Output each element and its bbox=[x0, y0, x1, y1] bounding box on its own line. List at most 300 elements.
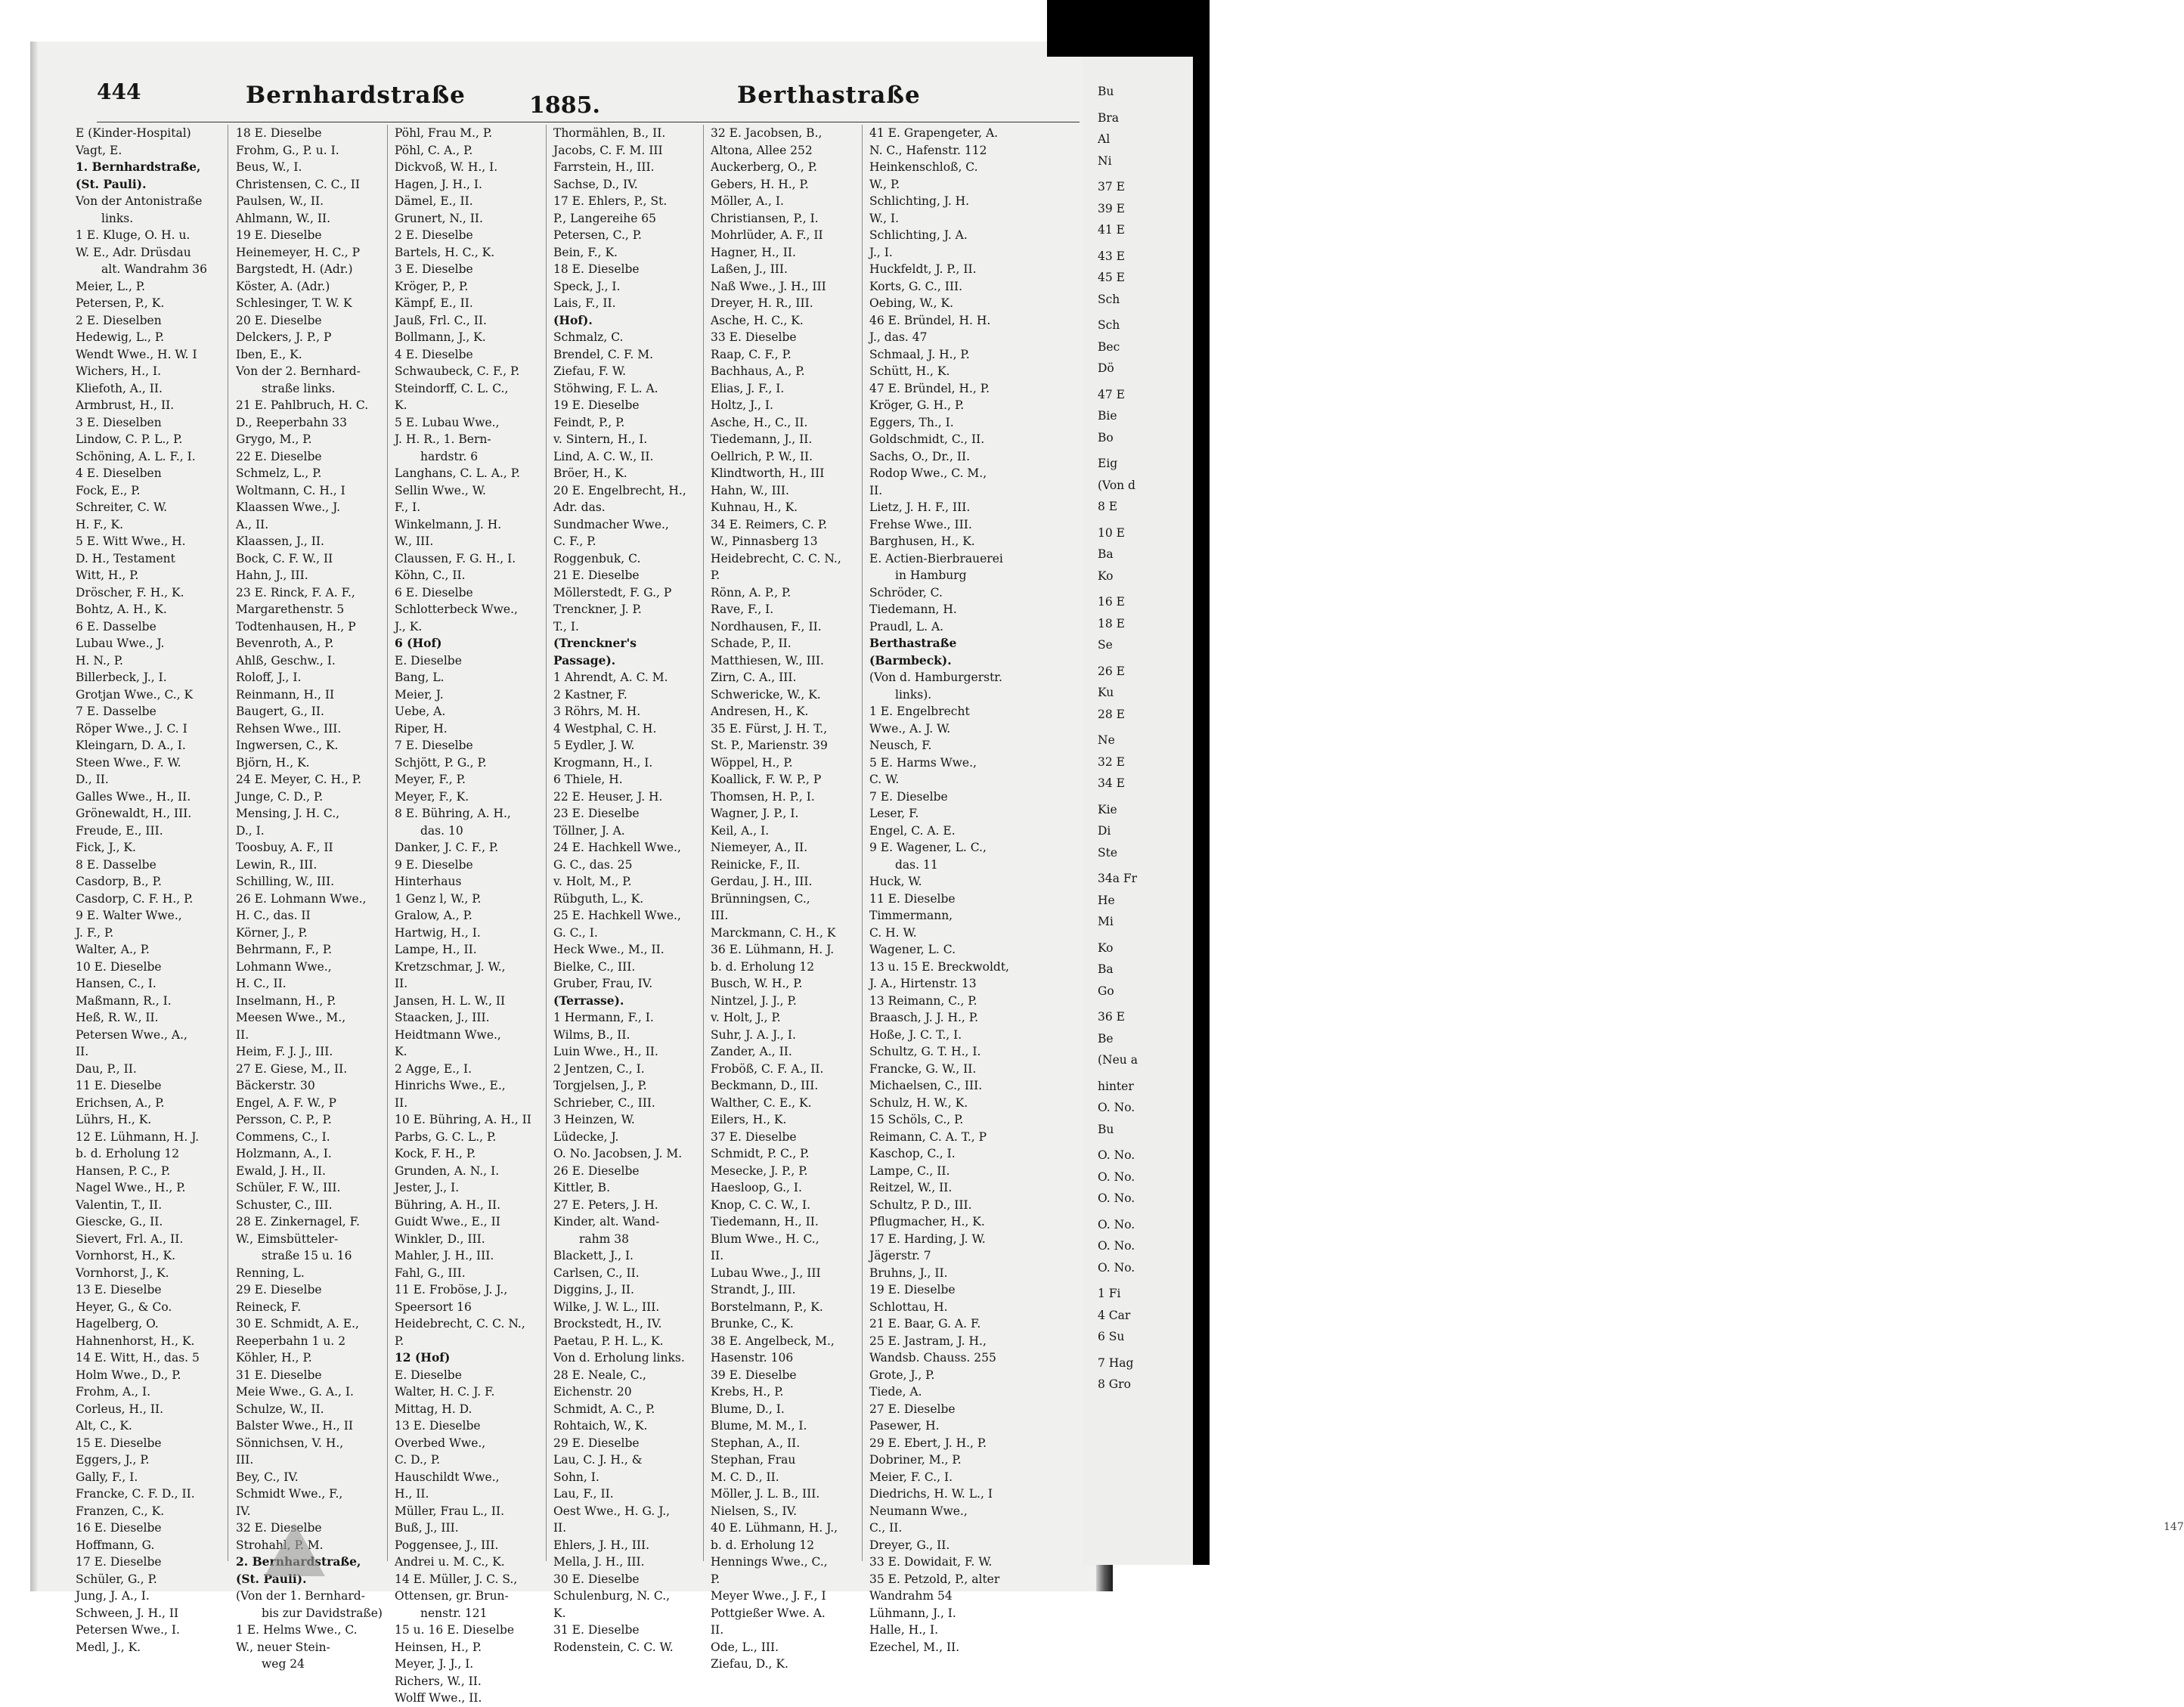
entry-line: Gralow, A., P. bbox=[395, 909, 472, 922]
entry-line: Bohtz, A. H., K. bbox=[76, 603, 167, 616]
entry-line: G. C., I. bbox=[553, 925, 598, 940]
entry-line: H., II. bbox=[395, 1487, 429, 1501]
entry-line: E. Dieselbe bbox=[395, 653, 462, 668]
entry-line: Andresen, H., K. bbox=[711, 705, 809, 718]
entry-line: Armbrust, H., II. bbox=[76, 398, 175, 412]
scanner-border-top bbox=[1047, 0, 1210, 57]
adjacent-line: 4 Car bbox=[1098, 1308, 1131, 1322]
entry-line: Witt, H., P. bbox=[76, 568, 139, 582]
entry-line: Mella, J. H., III. bbox=[553, 1555, 645, 1569]
entry-line: 15 Schöls, C., P. bbox=[869, 1113, 964, 1126]
entry-line: Bielke, C., III. bbox=[553, 959, 636, 974]
entry-line: Sundmacher Wwe., bbox=[553, 517, 669, 531]
entry-line: Christensen, C. C., II bbox=[236, 177, 361, 191]
entry-line: Ottensen, gr. Brun- bbox=[395, 1589, 509, 1603]
entry-line: Stephan, A., II. bbox=[711, 1436, 801, 1450]
entry-line: nenstr. 121 bbox=[420, 1606, 488, 1620]
entry-line: Speck, J., I. bbox=[553, 279, 621, 293]
entry-line: Koallick, F. W. P., P bbox=[711, 773, 822, 786]
entry-line: 23 E. Dieselbe bbox=[553, 807, 640, 820]
adjacent-line: 43 E bbox=[1098, 249, 1125, 263]
entry-line: II. bbox=[236, 1027, 249, 1042]
entry-line: Sachse, D., IV. bbox=[553, 177, 638, 191]
adjacent-line: O. No. bbox=[1098, 1148, 1135, 1162]
entry-line: Lohmann Wwe., bbox=[236, 959, 332, 974]
entry-line: (Von der 1. Bernhard- bbox=[236, 1589, 365, 1603]
entry-line: Winkelmann, J. H. bbox=[395, 517, 502, 531]
adjacent-line: 41 E bbox=[1098, 223, 1125, 237]
entry-line: Casdorp, C. F. H., P. bbox=[76, 891, 194, 906]
entry-line: Gerdau, J. H., III. bbox=[711, 875, 813, 888]
entry-line: P., Langereihe 65 bbox=[553, 211, 657, 225]
entry-line: (St. Pauli). bbox=[236, 1571, 307, 1586]
entry-line: Wandrahm 54 bbox=[869, 1589, 953, 1603]
adjacent-line: 10 E bbox=[1098, 525, 1125, 540]
entry-line: 3 Heinzen, W. bbox=[553, 1113, 635, 1126]
adjacent-line: 8 Gro bbox=[1098, 1377, 1131, 1391]
entry-line: Röper Wwe., J. C. I bbox=[76, 721, 187, 736]
entry-line: Kröger, G. H., P. bbox=[869, 398, 965, 412]
entry-line: Grygo, M., P. bbox=[236, 432, 312, 446]
entry-line: E. Dieselbe bbox=[395, 1368, 462, 1382]
entry-line: Trenckner, J. P. bbox=[553, 603, 642, 616]
entry-line: II. bbox=[395, 1095, 408, 1110]
entry-line: Heinemeyer, H. C., P bbox=[236, 245, 361, 259]
entry-line: Engel, A. F. W., P bbox=[236, 1095, 336, 1110]
adjacent-line: 16 E bbox=[1098, 595, 1125, 609]
adjacent-line: 39 E bbox=[1098, 201, 1125, 215]
entry-line: E (Kinder-Hospital) bbox=[76, 126, 191, 140]
entry-line: 1 E. Helms Wwe., C. bbox=[236, 1623, 358, 1637]
entry-line: Schröder, C. bbox=[869, 585, 943, 599]
entry-line: Heidebrecht, C. C. N., bbox=[395, 1317, 525, 1331]
entry-line: Ziefau, F. W. bbox=[553, 364, 627, 378]
adjacent-line: Bu bbox=[1098, 1122, 1114, 1136]
entry-line: (St. Pauli). bbox=[76, 176, 147, 191]
entry-line: Lubau Wwe., J. bbox=[76, 637, 165, 650]
entry-line: Persson, C. P., P. bbox=[236, 1113, 332, 1126]
entry-line: b. d. Erholung 12 bbox=[711, 959, 815, 974]
entry-line: W., Pinnasberg 13 bbox=[711, 534, 818, 548]
entry-line: Neumann Wwe., bbox=[869, 1504, 968, 1518]
entry-line: D., I. bbox=[236, 823, 265, 838]
entry-line: Heinkenschloß, C. bbox=[869, 160, 978, 174]
entry-line: 39 E. Dieselbe bbox=[711, 1368, 797, 1382]
entry-line: Fock, E., P. bbox=[76, 483, 141, 497]
entry-line: Grunden, A. N., I. bbox=[395, 1163, 500, 1178]
adjacent-line: (Von d bbox=[1098, 478, 1135, 492]
entry-line: Medl, J., K. bbox=[76, 1640, 141, 1654]
entry-line: 19 E. Dieselbe bbox=[553, 398, 640, 412]
entry-line: 14 E. Müller, J. C. S., bbox=[395, 1572, 518, 1586]
entry-line: Schrieber, C., III. bbox=[553, 1095, 655, 1110]
entry-line: v. Sintern, H., I. bbox=[553, 432, 648, 446]
entry-line: Rodenstein, C. C. W. bbox=[553, 1640, 674, 1654]
adjacent-line: 34a Fr bbox=[1098, 872, 1138, 885]
entry-line: Hahnenhorst, H., K. bbox=[76, 1334, 195, 1348]
entry-line: N. C., Hafenstr. 112 bbox=[869, 143, 987, 157]
entry-line: Uebe, A. bbox=[395, 705, 446, 718]
entry-line: 9 E. Walter Wwe., bbox=[76, 909, 182, 922]
adjacent-line: Sch bbox=[1098, 292, 1120, 306]
entry-line: Meyer, F., P. bbox=[395, 773, 466, 786]
adjacent-line: Ste bbox=[1098, 845, 1118, 860]
entry-line: Strandt, J., III. bbox=[711, 1283, 796, 1297]
entry-line: Claussen, F. G. H., I. bbox=[395, 551, 516, 565]
entry-line: 1 Genz l, W., P. bbox=[395, 891, 482, 906]
entry-line: Andrei u. M. C., K. bbox=[395, 1555, 505, 1569]
entry-line: 22 E. Heuser, J. H. bbox=[553, 789, 663, 804]
adjacent-line: 6 Su bbox=[1098, 1330, 1125, 1343]
entry-line: Todtenhausen, H., P bbox=[236, 619, 356, 634]
adjacent-line: hinter bbox=[1098, 1079, 1134, 1093]
entry-line: H. C., II. bbox=[236, 977, 287, 990]
page-number: 444 bbox=[97, 79, 141, 104]
entry-line: P. bbox=[395, 1334, 404, 1348]
entry-line: Bäckerstr. 30 bbox=[236, 1079, 315, 1092]
entry-line: Björn, H., K. bbox=[236, 755, 310, 770]
entry-line: Jägerstr. 7 bbox=[869, 1249, 931, 1262]
entry-line: Commens, C., I. bbox=[236, 1129, 330, 1144]
entry-line: Valentin, T., II. bbox=[76, 1197, 163, 1212]
entry-line: Heidebrecht, C. C. N., bbox=[711, 551, 841, 565]
entry-line: Speersort 16 bbox=[395, 1300, 472, 1314]
entry-line: Schulz, H. W., K. bbox=[869, 1095, 968, 1110]
column-5 bbox=[711, 125, 858, 1671]
entry-line: Klaassen Wwe., J. bbox=[236, 500, 341, 514]
entry-line: Knop, C. C. W., I. bbox=[711, 1197, 811, 1212]
entry-line: (Trenckner's bbox=[553, 636, 637, 650]
entry-line: Jester, J., I. bbox=[395, 1181, 460, 1194]
entry-line: Naß Wwe., J. H., III bbox=[711, 279, 826, 293]
entry-line: Lampe, C., II. bbox=[869, 1163, 950, 1178]
entry-line: Dröscher, F. H., K. bbox=[76, 585, 184, 599]
entry-line: Bey, C., IV. bbox=[236, 1470, 299, 1484]
entry-line: 19 E. Dieselbe bbox=[869, 1283, 956, 1297]
entry-line: St. P., Marienstr. 39 bbox=[711, 739, 828, 752]
entry-line: G. C., das. 25 bbox=[553, 857, 633, 872]
entry-line: Bein, F., K. bbox=[553, 245, 618, 259]
entry-line: Rodop Wwe., C. M., bbox=[869, 466, 987, 480]
entry-line: 15 u. 16 E. Dieselbe bbox=[395, 1623, 515, 1637]
entry-line: Heck Wwe., M., II. bbox=[553, 943, 664, 956]
entry-line: Meyer Wwe., J. F., I bbox=[711, 1589, 826, 1603]
entry-line: Sachs, O., Dr., II. bbox=[869, 449, 970, 463]
entry-line: Bartels, H. C., K. bbox=[395, 245, 495, 259]
entry-line: 6 E. Dieselbe bbox=[395, 585, 473, 599]
entry-line: Giescke, G., II. bbox=[76, 1215, 163, 1228]
entry-line: 25 E. Jastram, J. H., bbox=[869, 1334, 987, 1348]
entry-line: Poggensee, J., III. bbox=[395, 1538, 499, 1552]
entry-line: Hoffmann, G. bbox=[76, 1538, 155, 1552]
entry-line: Oebing, W., K. bbox=[869, 296, 954, 310]
entry-line: Petersen, P., K. bbox=[76, 296, 165, 310]
entry-line: Bachhaus, A., P. bbox=[711, 364, 805, 378]
entry-line: Barghusen, H., K. bbox=[869, 534, 975, 548]
entry-line: Meie Wwe., G. A., I. bbox=[236, 1385, 354, 1399]
entry-line: 2 E. Dieselben bbox=[76, 313, 162, 327]
entry-line: Asche, H., C., II. bbox=[711, 415, 808, 429]
year-heading: 1885. bbox=[529, 92, 600, 119]
entry-line: Schüler, G., P. bbox=[76, 1572, 157, 1586]
entry-line: Kleingarn, D. A., I. bbox=[76, 739, 186, 752]
entry-line: Hinrichs Wwe., E., bbox=[395, 1079, 506, 1092]
entry-line: 20 E. Dieselbe bbox=[236, 313, 322, 327]
entry-line: P. bbox=[711, 568, 720, 582]
entry-line: Schmidt Wwe., F., bbox=[236, 1487, 343, 1501]
entry-line: Rübguth, L., K. bbox=[553, 891, 644, 906]
entry-line: Paulsen, W., II. bbox=[236, 194, 324, 208]
entry-line: Holzmann, A., I. bbox=[236, 1147, 332, 1160]
running-head-right: Berthastraße bbox=[737, 82, 921, 109]
entry-line: Blume, M. M., I. bbox=[711, 1419, 807, 1433]
entry-line: Kittler, B. bbox=[553, 1181, 611, 1194]
entry-line: Kröger, P., P. bbox=[395, 279, 469, 293]
entry-line: Möller, J. L. B., III. bbox=[711, 1487, 820, 1501]
adjacent-line: Be bbox=[1098, 1031, 1114, 1046]
entry-line: Richers, W., II. bbox=[395, 1674, 482, 1688]
directory-page bbox=[30, 42, 1104, 1705]
adjacent-line: Ni bbox=[1098, 153, 1112, 168]
entry-line: 35 E. Fürst, J. H. T., bbox=[711, 721, 828, 736]
entry-line: 5 E. Harms Wwe., bbox=[869, 755, 977, 770]
entry-line: Schjött, P. G., P. bbox=[395, 755, 487, 770]
entry-line: Rohtaich, W., K. bbox=[553, 1419, 648, 1433]
entry-line: 5 Eydler, J. W. bbox=[553, 739, 635, 752]
entry-line: Francke, G. W., II. bbox=[869, 1061, 977, 1076]
entry-line: Schwericke, W., K. bbox=[711, 687, 821, 702]
entry-line: Mahler, J. H., III. bbox=[395, 1249, 494, 1262]
entry-line: Wendt Wwe., H. W. I bbox=[76, 347, 197, 361]
entry-line: 1 E. Kluge, O. H. u. bbox=[76, 228, 191, 242]
entry-line: Holtz, J., I. bbox=[711, 398, 773, 412]
entry-line: Asche, H. C., K. bbox=[711, 313, 804, 327]
entry-line: Frohm, A., I. bbox=[76, 1385, 151, 1399]
entry-line: Lietz, J. H. F., III. bbox=[869, 500, 971, 514]
column-1 bbox=[76, 125, 223, 1654]
entry-line: 28 E. Zinkernagel, F. bbox=[236, 1215, 360, 1228]
entry-line: Berthastraße bbox=[869, 636, 957, 650]
entry-line: Wandsb. Chauss. 255 bbox=[869, 1351, 996, 1365]
entry-line: Bock, C. F. W., II bbox=[236, 551, 333, 565]
page-binding-edge bbox=[30, 42, 38, 1591]
entry-line: Kinder, alt. Wand- bbox=[553, 1215, 660, 1228]
entry-line: Mesecke, J. P., P. bbox=[711, 1163, 808, 1178]
entry-line: Ezechel, M., II. bbox=[869, 1640, 960, 1654]
entry-line: links. bbox=[101, 211, 134, 225]
entry-line: W., I. bbox=[869, 211, 900, 225]
entry-line: 21 E. Baar, G. A. F. bbox=[869, 1317, 981, 1331]
entry-line: Von der Antonistraße bbox=[76, 194, 203, 208]
entry-line: Eggers, J., P. bbox=[76, 1453, 150, 1467]
adjacent-line: 18 E bbox=[1098, 616, 1125, 630]
entry-line: Jung, J. A., I. bbox=[76, 1589, 150, 1603]
entry-line: H. F., K. bbox=[76, 517, 123, 531]
entry-line: Dämel, E., II. bbox=[395, 194, 473, 208]
entry-line: Jauß, Frl. C., II. bbox=[395, 313, 487, 327]
entry-line: Beus, W., I. bbox=[236, 160, 302, 174]
adjacent-line: Bra bbox=[1098, 110, 1120, 125]
entry-line: 2 E. Dieselbe bbox=[395, 228, 473, 242]
entry-line: 27 E. Peters, J. H. bbox=[553, 1197, 658, 1212]
entry-line: Wichers, H., I. bbox=[76, 364, 162, 378]
entry-line: Stöhwing, F. L. A. bbox=[553, 381, 658, 395]
entry-line: 25 E. Hachkell Wwe., bbox=[553, 909, 681, 922]
entry-line: 9 E. Dieselbe bbox=[395, 857, 473, 872]
entry-line: Laßen, J., III. bbox=[711, 262, 788, 276]
entry-line: W., Eimsbütteler- bbox=[236, 1231, 339, 1246]
entry-line: weg 24 bbox=[262, 1657, 305, 1671]
entry-line: D. H., Testament bbox=[76, 551, 175, 565]
entry-line: Hahn, W., III. bbox=[711, 483, 789, 497]
entry-line: Huckfeldt, J. P., II. bbox=[869, 262, 977, 276]
adjacent-line: Ba bbox=[1098, 962, 1114, 976]
entry-line: Meyer, J. J., I. bbox=[395, 1657, 474, 1671]
entry-line: 19 E. Dieselbe bbox=[236, 228, 322, 242]
entry-line: Schmelz, L., P. bbox=[236, 466, 322, 480]
entry-line: Steen Wwe., F. W. bbox=[76, 755, 181, 770]
entry-line: 11 E. Dieselbe bbox=[76, 1079, 162, 1092]
entry-line: Thomsen, H. P., I. bbox=[711, 789, 815, 804]
entry-line: 6 Thiele, H. bbox=[553, 773, 623, 786]
entry-line: 41 E. Grapengeter, A. bbox=[869, 126, 999, 140]
entry-line: Schulze, W., II. bbox=[236, 1402, 324, 1416]
entry-line: II. bbox=[553, 1521, 567, 1535]
entry-line: Zirn, C. A., III. bbox=[711, 671, 797, 684]
adjacent-line: Kie bbox=[1098, 802, 1117, 816]
entry-line: Riper, H. bbox=[395, 721, 448, 736]
footer-mark: 147 bbox=[2164, 1521, 2184, 1533]
entry-line: Brockstedt, H., IV. bbox=[553, 1317, 662, 1331]
entry-line: Schlichting, J. A. bbox=[869, 228, 968, 242]
entry-line: 30 E. Dieselbe bbox=[553, 1572, 640, 1586]
entry-line: Blackett, J., I. bbox=[553, 1249, 634, 1262]
entry-line: Schade, P., II. bbox=[711, 637, 792, 650]
entry-line: Sohn, I. bbox=[553, 1470, 599, 1484]
entry-line: Töllner, J. A. bbox=[553, 823, 625, 838]
entry-line: 7 E. Dieselbe bbox=[869, 789, 948, 804]
entry-line: Raap, C. F., P. bbox=[711, 347, 792, 361]
entry-line: Steindorff, C. L. C., bbox=[395, 381, 509, 395]
adjacent-line: Bec bbox=[1098, 339, 1120, 354]
entry-line: Roggenbuk, C. bbox=[553, 551, 641, 565]
entry-line: Thormählen, B., II. bbox=[553, 126, 666, 140]
entry-line: Christiansen, P., I. bbox=[711, 211, 819, 225]
entry-line: Renning, L. bbox=[236, 1266, 305, 1280]
entry-line: Möllerstedt, F. G., P bbox=[553, 585, 672, 599]
entry-line: Walther, C. E., K. bbox=[711, 1095, 812, 1110]
entry-line: Meier, J. bbox=[395, 687, 444, 702]
entry-line: 3 E. Dieselben bbox=[76, 415, 162, 429]
entry-line: Sönnichsen, V. H., bbox=[236, 1436, 344, 1450]
entry-line: Lührs, H., K. bbox=[76, 1113, 152, 1126]
adjacent-page-fragment bbox=[1083, 0, 2184, 1565]
adjacent-line: Eig bbox=[1098, 457, 1118, 470]
entry-line: 33 E. Dowidait, F. W. bbox=[869, 1555, 993, 1569]
entry-line: Niemeyer, A., II. bbox=[711, 841, 808, 854]
entry-line: Hagelberg, O. bbox=[76, 1317, 159, 1331]
entry-line: Meier, L., P. bbox=[76, 279, 146, 293]
entry-line: Sellin Wwe., W. bbox=[395, 483, 486, 497]
entry-line: Rönn, A. P., P. bbox=[711, 585, 792, 599]
entry-line: Hedewig, L., P. bbox=[76, 330, 165, 344]
entry-line: Mohrlüder, A. F., II bbox=[711, 228, 823, 242]
entry-line: Eggers, Th., I. bbox=[869, 415, 954, 429]
entry-line: Schmidt, P. C., P. bbox=[711, 1147, 810, 1160]
entry-line: Wagener, L. C. bbox=[869, 943, 956, 956]
entry-line: Bröer, H., K. bbox=[553, 466, 627, 480]
entry-line: Petersen Wwe., I. bbox=[76, 1623, 180, 1637]
entry-line: Buß, J., III. bbox=[395, 1521, 459, 1535]
entry-line: 4 E. Dieselben bbox=[76, 466, 162, 480]
entry-line: J. A., Hirtenstr. 13 bbox=[869, 977, 977, 990]
entry-line: Wöppel, H., P. bbox=[711, 755, 793, 770]
entry-line: Krebs, H., P. bbox=[711, 1385, 784, 1399]
entry-line: Jansen, H. L. W., II bbox=[395, 993, 506, 1008]
column-divider bbox=[546, 125, 547, 1561]
entry-line: Halle, H., I. bbox=[869, 1623, 939, 1637]
entry-line: C. H. W. bbox=[869, 925, 917, 940]
entry-line: Köhler, H., P. bbox=[236, 1351, 312, 1365]
entry-line: rahm 38 bbox=[579, 1231, 629, 1246]
entry-line: 26 E. Lohmann Wwe., bbox=[236, 891, 367, 906]
entry-line: 3 E. Dieselbe bbox=[395, 262, 473, 276]
entry-line: 12 E. Lühmann, H. J. bbox=[76, 1129, 200, 1144]
entry-line: Lau, F., II. bbox=[553, 1487, 614, 1501]
entry-line: Schlichting, J. H. bbox=[869, 194, 970, 208]
entry-line: C. F., P. bbox=[553, 534, 596, 548]
entry-line: (Hof). bbox=[553, 312, 593, 327]
entry-line: 30 E. Schmidt, A. E., bbox=[236, 1317, 359, 1331]
adjacent-line: Mi bbox=[1098, 915, 1114, 928]
entry-line: 13 Reimann, C., P. bbox=[869, 993, 977, 1008]
entry-line: 29 E. Dieselbe bbox=[553, 1436, 640, 1450]
entry-line: Francke, C. F. D., II. bbox=[76, 1487, 195, 1501]
entry-line: Klindtworth, H., III bbox=[711, 466, 825, 480]
entry-line: A., II. bbox=[236, 517, 269, 531]
column-3 bbox=[395, 125, 542, 1705]
entry-line: Lais, F., II. bbox=[553, 296, 616, 310]
entry-line: Vagt, E. bbox=[76, 143, 122, 157]
entry-line: Michaelsen, C., III. bbox=[869, 1079, 983, 1092]
entry-line: Behrmann, F., P. bbox=[236, 943, 333, 956]
entry-line: Rehsen Wwe., III. bbox=[236, 721, 342, 736]
adjacent-line: O. No. bbox=[1098, 1239, 1135, 1253]
entry-line: Schultz, G. T. H., I. bbox=[869, 1045, 981, 1058]
entry-line: Nordhausen, F., II. bbox=[711, 619, 822, 634]
entry-line: Heim, F. J. J., III. bbox=[236, 1045, 333, 1058]
adjacent-line: 32 E bbox=[1098, 754, 1125, 769]
entry-line: 31 E. Dieselbe bbox=[553, 1623, 640, 1637]
entry-line: K. bbox=[395, 1045, 407, 1058]
entry-line: Wagner, J. P., I. bbox=[711, 807, 799, 820]
entry-line: Wwe., A. J. W. bbox=[869, 721, 951, 736]
entry-line: Schmalz, C. bbox=[553, 330, 624, 344]
entry-line: 4 E. Dieselbe bbox=[395, 347, 473, 361]
entry-line: Praudl, L. A. bbox=[869, 619, 944, 634]
entry-line: Dickvoß, W. H., I. bbox=[395, 160, 498, 174]
entry-line: Baugert, G., II. bbox=[236, 705, 324, 718]
entry-line: Roloff, J., I. bbox=[236, 671, 302, 684]
entry-line: Bargstedt, H. (Adr.) bbox=[236, 262, 353, 276]
entry-line: Tiedemann, H., II. bbox=[711, 1215, 819, 1228]
entry-line: 29 E. Dieselbe bbox=[236, 1283, 322, 1297]
adjacent-line: 26 E bbox=[1098, 664, 1125, 678]
entry-line: 27 E. Giese, M., II. bbox=[236, 1061, 348, 1076]
entry-line: Köster, A. (Adr.) bbox=[236, 279, 330, 293]
entry-line: 18 E. Dieselbe bbox=[236, 126, 322, 140]
entry-line: Parbs, G. C. L., P. bbox=[395, 1129, 497, 1144]
